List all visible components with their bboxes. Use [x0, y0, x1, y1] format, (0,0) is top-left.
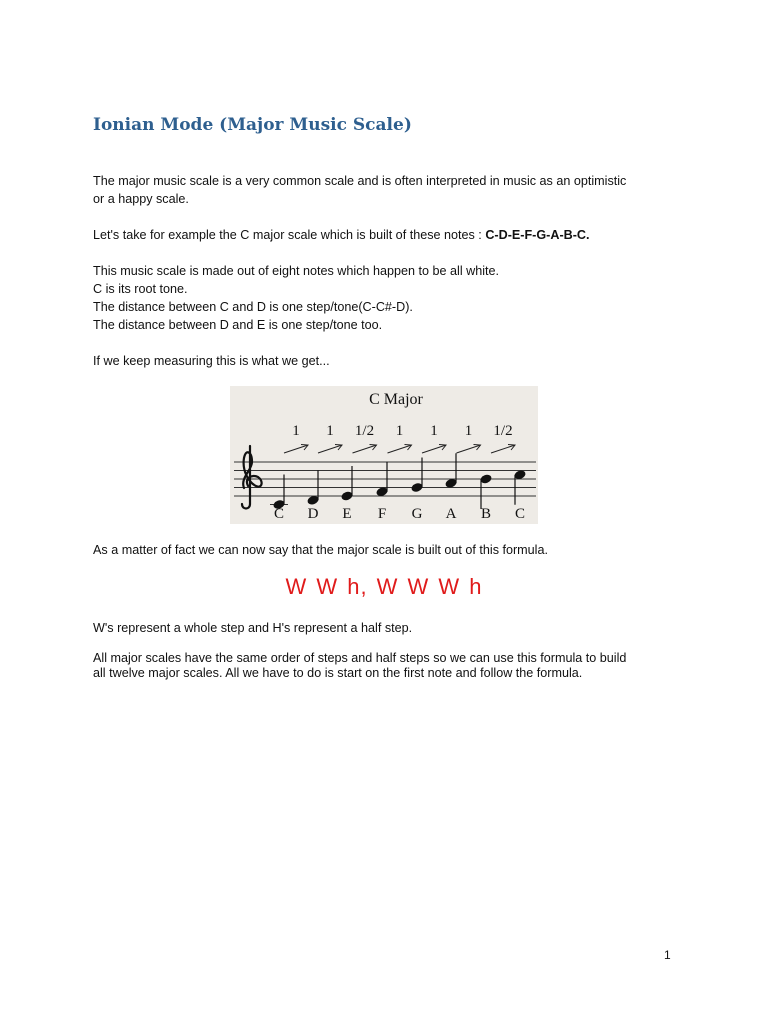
note-label: F — [377, 506, 387, 522]
interval-label: 1 — [430, 423, 438, 439]
intro-line-2: or a happy scale. — [93, 192, 189, 206]
note-head — [306, 470, 319, 506]
note-labels — [274, 506, 525, 522]
interval-label: 1 — [326, 423, 334, 439]
note-head — [270, 475, 288, 511]
interval-labels — [292, 423, 512, 439]
note-label: A — [445, 506, 457, 522]
note-label: B — [480, 506, 492, 522]
note-head — [340, 466, 353, 502]
note-label: C — [273, 506, 285, 522]
closing-line-1: All major scales have the same order of steps and half steps so we can use this formula to build — [93, 651, 627, 665]
arrow-icon — [353, 445, 377, 454]
scale-formula: W W h, W W W h — [285, 574, 483, 599]
note-label: D — [307, 506, 319, 522]
page-title: Ionian Mode (Major Music Scale) — [93, 115, 412, 135]
interval-label: 1/2 — [493, 423, 513, 439]
note-label: G — [411, 506, 423, 522]
page-number: 1 — [664, 948, 671, 962]
arrow-icon — [491, 445, 515, 454]
closing-line-2: all twelve major scales. All we have to do is start on the first note and follow the formula. — [93, 666, 583, 680]
note-head — [479, 473, 492, 509]
example-text: Let's take for example the C major scale which is built of these notes : — [93, 228, 486, 242]
note-label: C — [514, 506, 526, 522]
arrow-icon — [318, 445, 342, 454]
arrow-icon — [422, 445, 446, 454]
example-paragraph — [93, 226, 590, 244]
note-head — [444, 453, 457, 489]
example-notes: C-D-E-F-G-A-B-C. — [485, 228, 590, 242]
body-line-3: The distance between C and D is one step/tone(C-C#-D). — [93, 300, 413, 314]
note-head — [513, 469, 526, 505]
note-head — [410, 458, 423, 494]
body-line-1: This music scale is made out of eight notes which happen to be all white. — [93, 264, 500, 278]
body-line-2: C is its root tone. — [93, 282, 188, 296]
arrow-icon — [457, 445, 481, 454]
c-major-scale-figure — [230, 386, 538, 524]
intro-line-1: The major music scale is a very common scale and is often interpreted in music as an optimistic — [93, 174, 627, 188]
interval-label: 1 — [292, 423, 300, 439]
figure-title: C Major — [369, 391, 423, 408]
note-label: E — [342, 506, 352, 522]
treble-clef-icon — [242, 446, 262, 509]
interval-label: 1 — [464, 423, 473, 439]
body-line-4: The distance between D and E is one step/tone too. — [93, 318, 383, 332]
note-head — [375, 462, 388, 498]
interval-label: 1 — [395, 423, 404, 439]
formula-intro: As a matter of fact we can now say that the major scale is built out of this formula. — [93, 543, 548, 557]
interval-arrows — [284, 445, 515, 454]
arrow-icon — [388, 445, 412, 454]
represent-text: W's represent a whole step and H's represent a half step. — [93, 621, 413, 635]
measure-text: If we keep measuring this is what we get... — [93, 354, 330, 368]
arrow-icon — [284, 445, 308, 454]
staff-diagram — [230, 386, 538, 524]
interval-label: 1/2 — [354, 423, 375, 439]
